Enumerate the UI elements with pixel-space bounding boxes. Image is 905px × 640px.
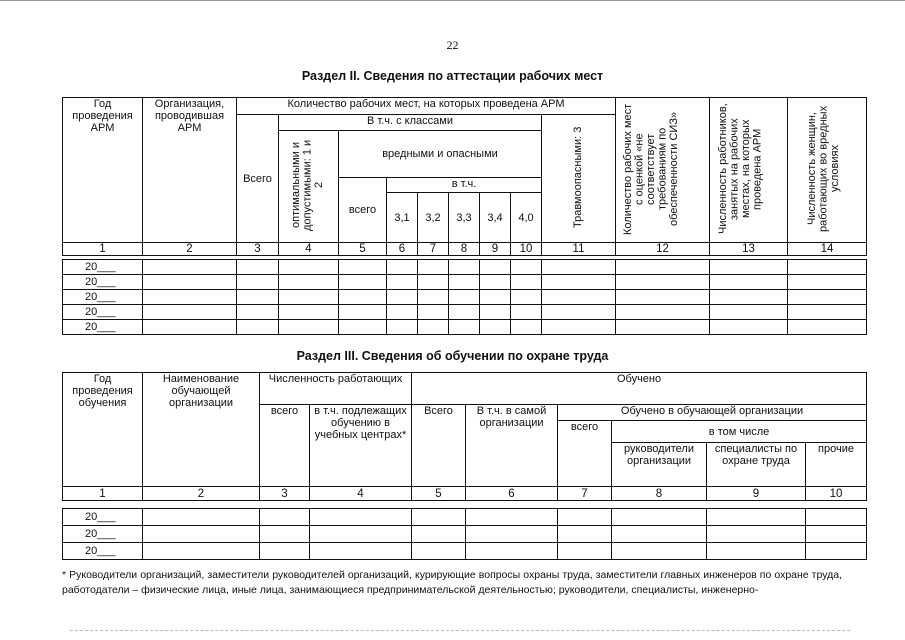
empty-cell (806, 509, 867, 526)
table-row (63, 543, 867, 560)
column-number: 14 (788, 243, 867, 256)
empty-cell (542, 260, 616, 275)
column-number: 8 (612, 487, 707, 501)
column-number: 3 (260, 487, 310, 501)
empty-cell (710, 320, 788, 335)
year-cell: 20___ (63, 275, 143, 290)
empty-cell (387, 320, 418, 335)
empty-cell (237, 275, 279, 290)
empty-cell (418, 305, 449, 320)
empty-cell (511, 290, 542, 305)
s3-header-trained-self: В т.ч. в самой организации (466, 405, 558, 487)
section-3-title: Раздел III. Сведения об обучении по охране труда (296, 349, 609, 363)
header-women-cell (788, 98, 867, 243)
empty-cell (418, 275, 449, 290)
empty-cell (480, 275, 511, 290)
empty-cell (558, 543, 612, 560)
empty-cell (412, 526, 466, 543)
header-traumatic: Травмоопасными: 3 (571, 126, 584, 228)
empty-cell (558, 509, 612, 526)
header-siz: Количество рабочих мест с оценкой «не соответствует требованиям по обеспеченности СИЗ» (621, 102, 680, 235)
footnote: * Руководители организаций, заместители руководителей организаций, курирующие вопросы охраны труда, заместители главных инженеров по охране труда, работодатели – физические лица, иные лица, занимающиеся предпринимательской деятельностью; руководители, специалисты, инженерно- (62, 569, 842, 596)
empty-cell (542, 290, 616, 305)
empty-cell (143, 290, 237, 305)
table-row (63, 320, 867, 335)
header-optimal: оптимальными и допустимыми: 1 и 2 (289, 139, 325, 231)
empty-cell (339, 320, 387, 335)
empty-cell (418, 320, 449, 335)
empty-cell (707, 526, 806, 543)
s3-header-trained: Обучено (412, 373, 867, 405)
subclass-1: 3,1 (387, 193, 418, 243)
empty-cell (387, 290, 418, 305)
empty-cell (260, 543, 310, 560)
column-number: 7 (558, 487, 612, 501)
column-number: 9 (707, 487, 806, 501)
empty-cell (449, 320, 480, 335)
empty-cell (466, 509, 558, 526)
empty-cell (710, 275, 788, 290)
empty-cell (387, 275, 418, 290)
scan-line-bottom (70, 630, 850, 631)
empty-cell (542, 275, 616, 290)
empty-cell (612, 543, 707, 560)
header-optimal-cell (279, 131, 339, 243)
empty-cell (616, 290, 710, 305)
empty-cell (480, 290, 511, 305)
subclass-4: 3,4 (480, 193, 511, 243)
year-cell: 20___ (63, 320, 143, 335)
empty-cell (710, 260, 788, 275)
s3-header-trained-total: Всего (412, 405, 466, 487)
empty-cell (616, 275, 710, 290)
empty-cell (616, 305, 710, 320)
column-number: 10 (806, 487, 867, 501)
empty-cell (616, 260, 710, 275)
empty-cell (449, 305, 480, 320)
empty-cell (339, 260, 387, 275)
column-number: 11 (542, 243, 616, 256)
column-number: 7 (418, 243, 449, 256)
section-3-rows (62, 508, 867, 560)
subclass-3: 3,3 (449, 193, 480, 243)
s3-header-incl: в том числе (612, 421, 867, 443)
table-row (63, 275, 867, 290)
year-cell: 20___ (63, 290, 143, 305)
s3-header-year: Год проведения обучения (63, 373, 143, 487)
empty-cell (279, 275, 339, 290)
column-number: 1 (63, 487, 143, 501)
s3-header-in-org-total: всего (558, 421, 612, 487)
empty-cell (612, 509, 707, 526)
column-number: 12 (616, 243, 710, 256)
empty-cell (449, 290, 480, 305)
table-row (63, 305, 867, 320)
empty-cell (143, 320, 237, 335)
column-number: 4 (310, 487, 412, 501)
empty-cell (542, 305, 616, 320)
empty-cell (310, 509, 412, 526)
empty-cell (310, 543, 412, 560)
table-row (63, 526, 867, 543)
empty-cell (806, 526, 867, 543)
s3-header-staff-centers: в т.ч. подлежащих обучению в учебных центрах* (310, 405, 412, 487)
s3-header-staff-total: всего (260, 405, 310, 487)
empty-cell (480, 260, 511, 275)
empty-cell (310, 526, 412, 543)
header-harmful: вредными и опасными (339, 131, 542, 178)
table-row (63, 509, 867, 526)
empty-cell (237, 305, 279, 320)
year-cell: 20___ (63, 543, 143, 560)
section-3-table (62, 372, 867, 501)
empty-cell (788, 260, 867, 275)
empty-cell (788, 305, 867, 320)
subclass-5: 4,0 (511, 193, 542, 243)
header-total: Всего (237, 115, 279, 243)
empty-cell (511, 260, 542, 275)
empty-cell (237, 290, 279, 305)
empty-cell (412, 509, 466, 526)
column-number: 10 (511, 243, 542, 256)
column-number: 2 (143, 487, 260, 501)
empty-cell (387, 305, 418, 320)
column-number: 4 (279, 243, 339, 256)
empty-cell (806, 543, 867, 560)
year-cell: 20___ (63, 305, 143, 320)
empty-cell (143, 305, 237, 320)
empty-cell (511, 320, 542, 335)
empty-cell (143, 275, 237, 290)
subclass-2: 3,2 (418, 193, 449, 243)
column-number: 5 (412, 487, 466, 501)
empty-cell (788, 290, 867, 305)
column-number: 5 (339, 243, 387, 256)
empty-cell (387, 260, 418, 275)
empty-cell (279, 320, 339, 335)
table-row (63, 260, 867, 275)
s3-header-other: прочие (806, 443, 867, 487)
column-number: 1 (63, 243, 143, 256)
header-incl: в т.ч. (387, 178, 542, 193)
empty-cell (279, 290, 339, 305)
section-2-table (62, 97, 867, 256)
page-number: 22 (446, 38, 459, 52)
empty-cell (480, 320, 511, 335)
empty-cell (279, 305, 339, 320)
empty-cell (279, 260, 339, 275)
empty-cell (260, 509, 310, 526)
empty-cell (143, 509, 260, 526)
empty-cell (339, 275, 387, 290)
empty-cell (788, 320, 867, 335)
empty-cell (418, 290, 449, 305)
empty-cell (339, 305, 387, 320)
section-2-title: Раздел II. Сведения по аттестации рабочих мест (301, 69, 604, 83)
s3-header-trained-in-org: Обучено в обучающей организации (558, 405, 867, 421)
year-cell: 20___ (63, 260, 143, 275)
empty-cell (418, 260, 449, 275)
column-number: 3 (237, 243, 279, 256)
empty-cell (449, 275, 480, 290)
empty-cell (511, 305, 542, 320)
empty-cell (707, 543, 806, 560)
empty-cell (143, 543, 260, 560)
empty-cell (466, 543, 558, 560)
column-number: 9 (480, 243, 511, 256)
empty-cell (143, 526, 260, 543)
empty-cell (237, 260, 279, 275)
empty-cell (480, 305, 511, 320)
header-women: Численность женщин, работающих во вредных условиях (806, 105, 842, 232)
empty-cell (339, 290, 387, 305)
empty-cell (511, 275, 542, 290)
empty-cell (710, 305, 788, 320)
year-cell: 20___ (63, 509, 143, 526)
header-harmful-total: всего (339, 178, 387, 243)
header-workplaces-count: Количество рабочих мест, на которых проведена АРМ (237, 98, 616, 115)
s3-header-specialists: специалисты по охране труда (707, 443, 806, 487)
empty-cell (788, 275, 867, 290)
s3-header-org: Наименование обучающей организации (143, 373, 260, 487)
column-number: 8 (449, 243, 480, 256)
column-number: 6 (466, 487, 558, 501)
empty-cell (542, 320, 616, 335)
empty-cell (612, 526, 707, 543)
header-classes: В т.ч. с классами (279, 115, 542, 131)
empty-cell (412, 543, 466, 560)
empty-cell (558, 526, 612, 543)
column-number: 2 (143, 243, 237, 256)
empty-cell (237, 320, 279, 335)
header-workers: Численность работников, занятых на рабочих местах, на которых проведена АРМ (716, 103, 764, 234)
s3-header-heads: руководители организации (612, 443, 707, 487)
empty-cell (707, 509, 806, 526)
header-year: Год проведения АРМ (63, 98, 143, 243)
s3-header-staff: Численность работающих (260, 373, 412, 405)
column-number: 13 (710, 243, 788, 256)
empty-cell (466, 526, 558, 543)
empty-cell (616, 320, 710, 335)
empty-cell (449, 260, 480, 275)
section-2-rows (62, 259, 867, 335)
column-number: 6 (387, 243, 418, 256)
empty-cell (260, 526, 310, 543)
year-cell: 20___ (63, 526, 143, 543)
empty-cell (710, 290, 788, 305)
header-organization: Организация, проводившая АРМ (143, 98, 237, 243)
header-traumatic-cell (542, 115, 616, 243)
scan-line-top (0, 0, 905, 1)
header-workers-cell (710, 98, 788, 243)
empty-cell (143, 260, 237, 275)
header-siz-cell (616, 98, 710, 243)
table-row (63, 290, 867, 305)
